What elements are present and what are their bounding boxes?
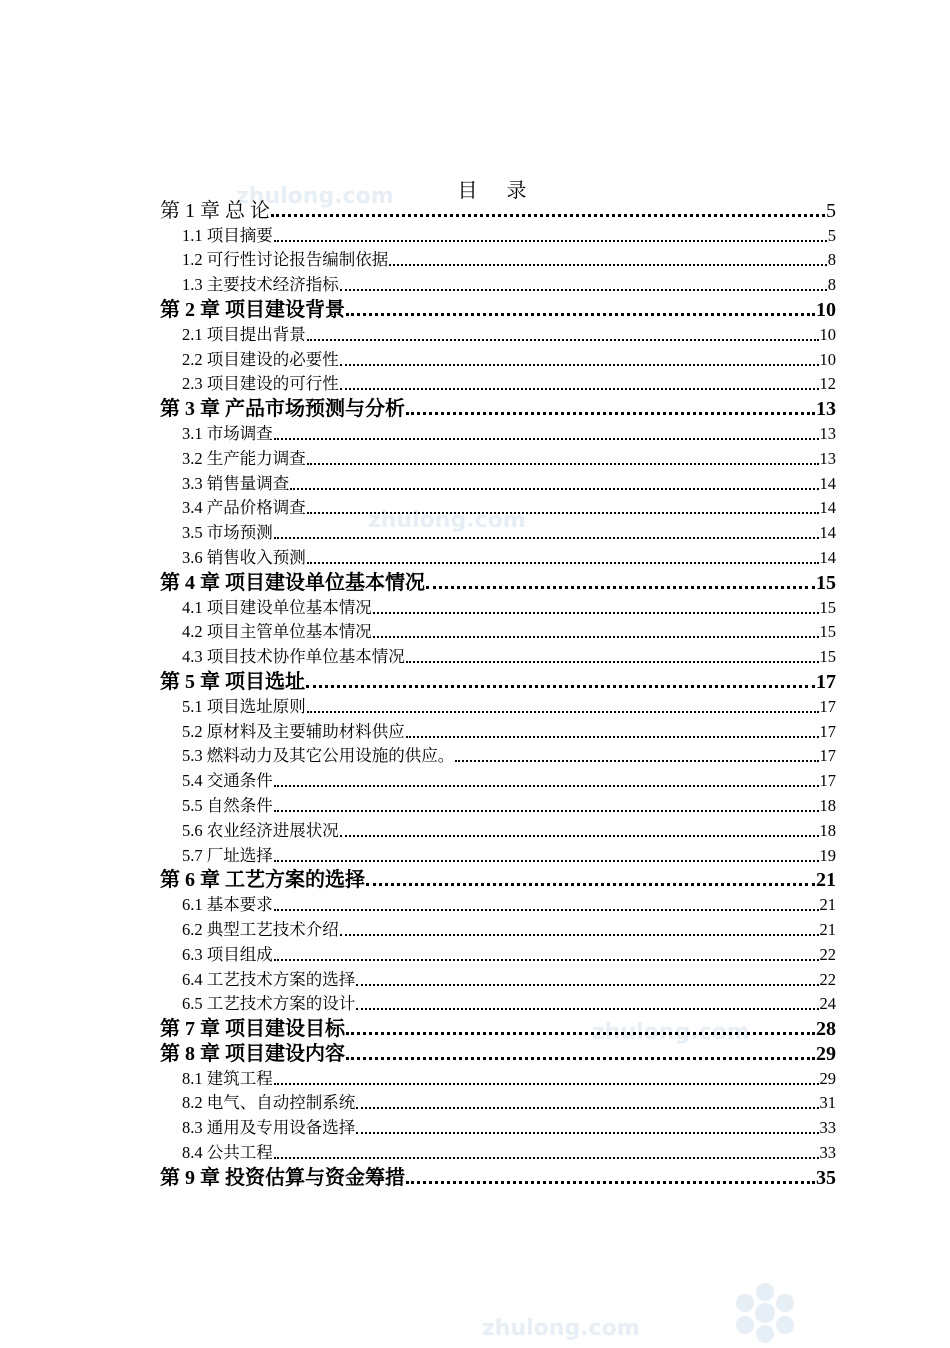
watermark-text: zhulong.com xyxy=(368,508,526,533)
toc-entry-label: 5.3 燃料动力及其它公用设施的供应。 xyxy=(182,746,455,766)
toc-entry-label: 第 1 章 总 论 xyxy=(160,199,270,222)
toc-entry-label: 1.3 主要技术经济指标 xyxy=(182,275,339,295)
toc-page-number: 5 xyxy=(827,225,836,245)
toc-section-entry[interactable] xyxy=(160,768,836,793)
toc-page-number: 12 xyxy=(819,374,836,394)
toc-entry-label: 2.2 项目建设的必要性 xyxy=(182,349,339,369)
toc-dot-leader xyxy=(406,412,815,415)
toc-dot-leader xyxy=(290,488,818,490)
toc-chapter-entry[interactable] xyxy=(160,198,836,223)
toc-entry-label: 5.7 厂址选择 xyxy=(182,845,273,865)
toc-chapter-entry[interactable] xyxy=(160,570,836,595)
toc-page-number: 13 xyxy=(816,398,836,421)
toc-page-number: 17 xyxy=(819,721,836,741)
toc-dot-leader xyxy=(274,810,819,812)
watermark-text: zhulong.com xyxy=(592,1020,750,1045)
toc-dot-leader xyxy=(271,214,825,217)
toc-section-entry[interactable] xyxy=(160,347,836,372)
toc-page-number: 21 xyxy=(819,919,836,939)
toc-dot-leader xyxy=(346,313,815,316)
toc-dot-leader xyxy=(346,1057,815,1060)
toc-chapter-entry[interactable] xyxy=(160,868,836,893)
toc-entry-label: 5.5 自然条件 xyxy=(182,795,273,815)
toc-dot-leader xyxy=(373,612,819,614)
toc-section-entry[interactable] xyxy=(160,496,836,521)
toc-entry-label: 6.3 项目组成 xyxy=(182,944,273,964)
toc-dot-leader xyxy=(340,934,819,936)
toc-entry-label: 5.6 农业经济进展状况 xyxy=(182,820,339,840)
toc-dot-leader xyxy=(307,339,819,341)
toc-section-entry[interactable] xyxy=(160,446,836,471)
toc-entry-label: 第 3 章 产品市场预测与分析 xyxy=(160,398,405,421)
toc-dot-leader xyxy=(274,785,819,787)
toc-section-entry[interactable] xyxy=(160,744,836,769)
toc-dot-leader xyxy=(274,537,819,539)
toc-page-number: 17 xyxy=(816,670,836,693)
toc-section-entry[interactable] xyxy=(160,471,836,496)
toc-entry-label: 第 2 章 项目建设背景 xyxy=(160,298,345,321)
toc-entry-label: 第 5 章 项目选址 xyxy=(160,670,305,693)
toc-chapter-entry[interactable] xyxy=(160,396,836,421)
toc-section-entry[interactable] xyxy=(160,992,836,1017)
toc-title: 目 录 xyxy=(457,180,539,202)
toc-page-number: 14 xyxy=(819,473,836,493)
toc-dot-leader xyxy=(274,909,819,911)
toc-section-entry[interactable] xyxy=(160,421,836,446)
toc-page-number: 15 xyxy=(816,571,836,594)
toc-page-number: 24 xyxy=(819,994,836,1014)
toc-section-entry[interactable] xyxy=(160,272,836,297)
toc-dot-leader xyxy=(406,661,819,663)
toc-page-number: 15 xyxy=(819,622,836,642)
toc-page-number: 5 xyxy=(826,199,836,222)
toc-dot-leader xyxy=(406,1181,815,1184)
toc-section-entry[interactable] xyxy=(160,372,836,397)
toc-page-number: 18 xyxy=(819,795,836,815)
toc-page-number: 14 xyxy=(819,547,836,567)
watermark-logo-icon xyxy=(730,1278,800,1348)
toc-chapter-entry[interactable] xyxy=(160,297,836,322)
toc-chapter-entry[interactable] xyxy=(160,1016,836,1041)
toc-dot-leader xyxy=(307,512,819,514)
toc-chapter-entry[interactable] xyxy=(160,1165,836,1190)
toc-section-entry[interactable] xyxy=(160,818,836,843)
toc-entry-label: 3.5 市场预测 xyxy=(182,523,273,543)
toc-entry-label: 3.3 销售量调查 xyxy=(182,473,290,493)
toc-section-entry[interactable] xyxy=(160,248,836,273)
toc-page-number: 28 xyxy=(816,1018,836,1041)
toc-page-number: 17 xyxy=(819,746,836,766)
toc-entry-label: 2.1 项目提出背景 xyxy=(182,324,306,344)
toc-entry-label: 8.4 公共工程 xyxy=(182,1143,273,1163)
toc-section-entry[interactable] xyxy=(160,644,836,669)
toc-dot-leader xyxy=(274,860,819,862)
toc-dot-leader xyxy=(366,883,815,886)
toc-page-number: 21 xyxy=(819,895,836,915)
watermark-text: zhulong.com xyxy=(482,1316,640,1341)
toc-dot-leader xyxy=(356,1008,818,1010)
toc-section-entry[interactable] xyxy=(160,620,836,645)
toc-page-number: 10 xyxy=(816,298,836,321)
toc-dot-leader xyxy=(406,736,819,738)
toc-section-entry[interactable] xyxy=(160,719,836,744)
toc-entry-label: 5.1 项目选址原则 xyxy=(182,696,306,716)
toc-page-number: 22 xyxy=(819,944,836,964)
toc-section-entry[interactable] xyxy=(160,967,836,992)
toc-entry-label: 8.3 通用及专用设备选择 xyxy=(182,1118,356,1138)
toc-dot-leader xyxy=(274,1157,819,1159)
toc-page-number: 17 xyxy=(819,696,836,716)
toc-page-number: 17 xyxy=(819,771,836,791)
toc-section-entry[interactable] xyxy=(160,322,836,347)
watermark-text: zhulong.com xyxy=(236,184,394,209)
toc-section-entry[interactable] xyxy=(160,545,836,570)
toc-entry-label: 5.4 交通条件 xyxy=(182,771,273,791)
toc-entry-label: 6.5 工艺技术方案的设计 xyxy=(182,994,356,1014)
toc-dot-leader xyxy=(340,388,819,390)
toc-section-entry[interactable] xyxy=(160,223,836,248)
toc-entry-label: 3.4 产品价格调查 xyxy=(182,498,306,518)
toc-entry-label: 4.3 项目技术协作单位基本情况 xyxy=(182,647,405,667)
toc-section-entry[interactable] xyxy=(160,694,836,719)
toc-entry-label: 5.2 原材料及主要辅助材料供应 xyxy=(182,721,405,741)
toc-dot-leader xyxy=(340,835,819,837)
toc-page-number: 29 xyxy=(816,1042,836,1065)
toc-entry-label: 3.6 销售收入预测 xyxy=(182,547,306,567)
toc-page-number: 13 xyxy=(819,448,836,468)
toc-page-number: 19 xyxy=(819,845,836,865)
toc-page-number: 15 xyxy=(819,647,836,667)
toc-section-entry[interactable] xyxy=(160,1091,836,1116)
toc-page-number: 15 xyxy=(819,597,836,617)
toc-dot-leader xyxy=(274,438,819,440)
toc-entry-label: 第 4 章 项目建设单位基本情况 xyxy=(160,571,425,594)
toc-entry-label: 6.2 典型工艺技术介绍 xyxy=(182,919,339,939)
toc-section-entry[interactable] xyxy=(160,892,836,917)
toc-section-entry[interactable] xyxy=(160,917,836,942)
toc-page-number: 10 xyxy=(819,324,836,344)
toc-dot-leader xyxy=(455,760,818,762)
toc-dot-leader xyxy=(356,984,818,986)
toc-dot-leader xyxy=(274,959,819,961)
toc-page-number: 29 xyxy=(819,1068,836,1088)
toc-entry-label: 1.1 项目摘要 xyxy=(182,225,273,245)
toc-entry-label: 第 6 章 工艺方案的选择 xyxy=(160,869,365,892)
toc-dot-leader xyxy=(426,586,815,589)
toc-page-number: 33 xyxy=(819,1118,836,1138)
toc-section-entry[interactable] xyxy=(160,520,836,545)
toc-page-number: 14 xyxy=(819,523,836,543)
toc-entry-label: 3.2 生产能力调查 xyxy=(182,448,306,468)
toc-entry-label: 6.1 基本要求 xyxy=(182,895,273,915)
toc-dot-leader xyxy=(373,636,819,638)
toc-page-number: 18 xyxy=(819,820,836,840)
toc-dot-leader xyxy=(274,240,827,242)
toc-entry-label: 4.2 项目主管单位基本情况 xyxy=(182,622,372,642)
toc-page-number: 14 xyxy=(819,498,836,518)
toc-page-number: 8 xyxy=(827,250,836,270)
toc-chapter-entry[interactable] xyxy=(160,669,836,694)
toc-entry-label: 2.3 项目建设的可行性 xyxy=(182,374,339,394)
toc-dot-leader xyxy=(346,1032,815,1035)
toc-page-number: 35 xyxy=(816,1166,836,1189)
toc-entry-label: 第 8 章 项目建设内容 xyxy=(160,1042,345,1065)
table-of-contents xyxy=(160,198,836,1190)
toc-dot-leader xyxy=(356,1132,818,1134)
toc-dot-leader xyxy=(340,289,827,291)
toc-page-number: 13 xyxy=(819,423,836,443)
toc-section-entry[interactable] xyxy=(160,1140,836,1165)
toc-entry-label: 4.1 项目建设单位基本情况 xyxy=(182,597,372,617)
toc-dot-leader xyxy=(274,1083,819,1085)
toc-section-entry[interactable] xyxy=(160,595,836,620)
toc-section-entry[interactable] xyxy=(160,793,836,818)
toc-entry-label: 1.2 可行性讨论报告编制依据 xyxy=(182,250,389,270)
toc-entry-label: 8.2 电气、自动控制系统 xyxy=(182,1093,356,1113)
toc-section-entry[interactable] xyxy=(160,1115,836,1140)
toc-page-number: 33 xyxy=(819,1143,836,1163)
toc-entry-label: 第 7 章 项目建设目标 xyxy=(160,1018,345,1041)
toc-section-entry[interactable] xyxy=(160,1066,836,1091)
toc-section-entry[interactable] xyxy=(160,942,836,967)
toc-dot-leader xyxy=(356,1107,818,1109)
toc-page-number: 22 xyxy=(819,969,836,989)
toc-chapter-entry[interactable] xyxy=(160,1041,836,1066)
toc-dot-leader xyxy=(307,711,819,713)
toc-dot-leader xyxy=(307,463,819,465)
toc-dot-leader xyxy=(306,685,815,688)
toc-entry-label: 6.4 工艺技术方案的选择 xyxy=(182,969,356,989)
toc-dot-leader xyxy=(389,264,827,266)
toc-page-number: 10 xyxy=(819,349,836,369)
toc-dot-leader xyxy=(340,364,819,366)
toc-entry-label: 3.1 市场调查 xyxy=(182,423,273,443)
toc-dot-leader xyxy=(307,562,819,564)
toc-entry-label: 第 9 章 投资估算与资金筹措 xyxy=(160,1166,405,1189)
toc-page-number: 8 xyxy=(827,275,836,295)
toc-page-number: 21 xyxy=(816,869,836,892)
toc-section-entry[interactable] xyxy=(160,843,836,868)
toc-page-number: 31 xyxy=(819,1093,836,1113)
toc-entry-label: 8.1 建筑工程 xyxy=(182,1068,273,1088)
